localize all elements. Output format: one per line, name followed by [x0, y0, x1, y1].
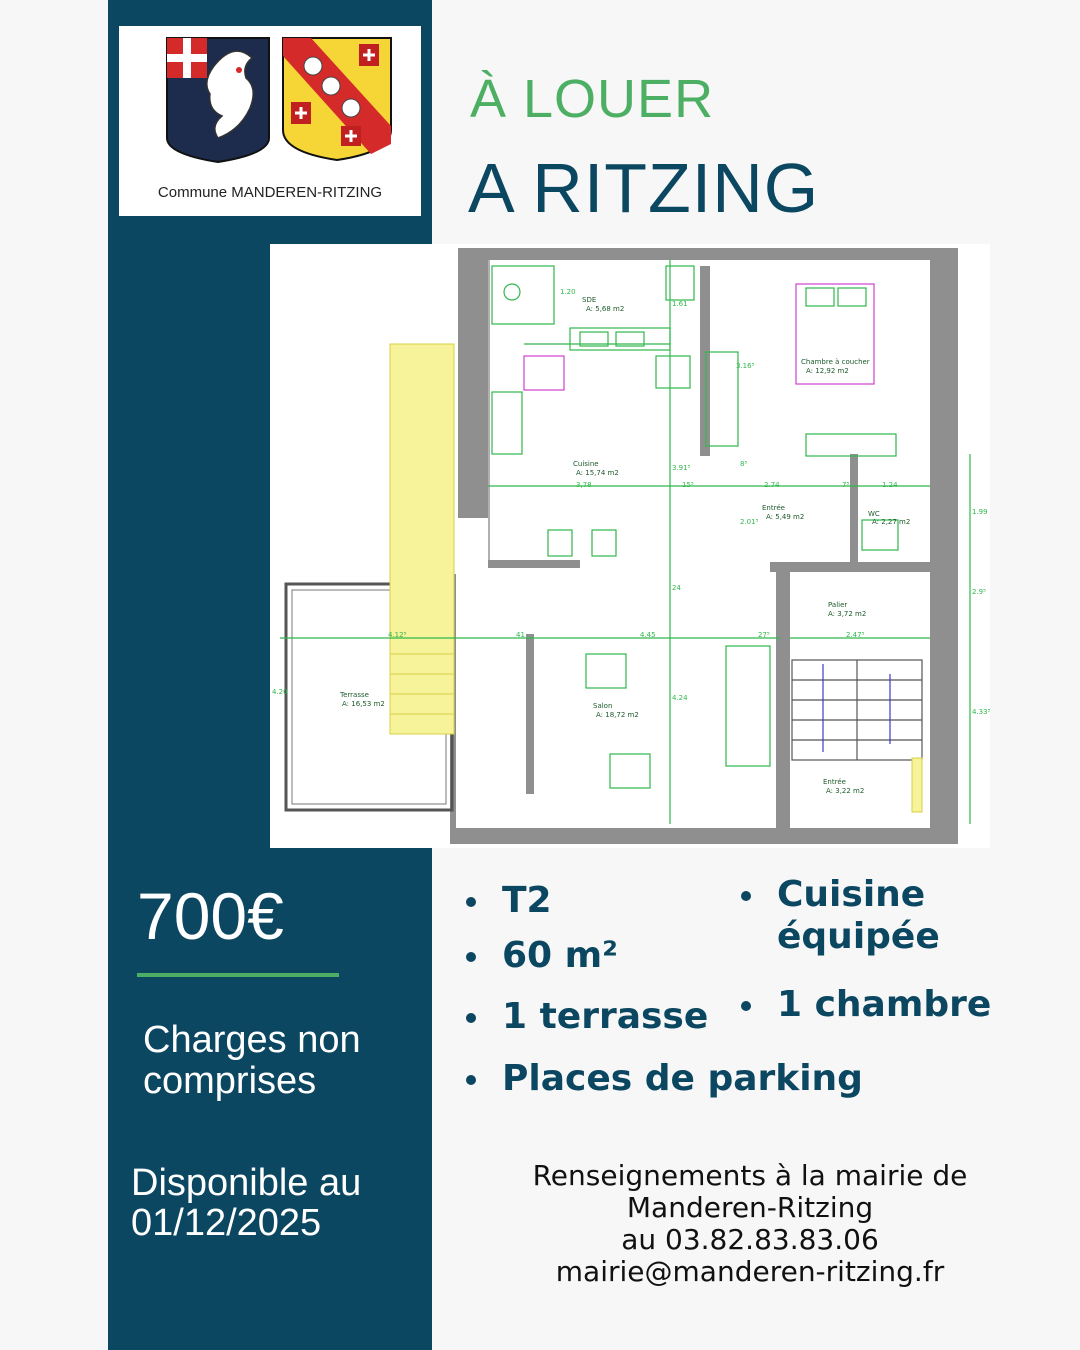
coats-of-arms: [119, 26, 421, 176]
contact-town: Manderen-Ritzing: [626, 1191, 874, 1224]
dimension-label: 27⁵: [758, 631, 770, 639]
feature-bedroom: 1 chambre: [777, 984, 992, 1025]
contact-intro: Renseignements à la mairie de: [532, 1159, 968, 1192]
town-heading: A RITZING: [468, 149, 820, 227]
for-rent-heading: À LOUER: [470, 69, 715, 129]
dimension-label: 2.47⁵: [846, 631, 865, 639]
dimension-label: 3,78: [576, 481, 592, 489]
contact-phone[interactable]: au 03.82.83.83.06: [621, 1223, 879, 1256]
rent-price: 700€: [137, 879, 284, 953]
dimension-label: 4.12⁵: [388, 631, 407, 639]
room-area-landing: A: 3,72 m2: [828, 610, 867, 618]
dimension-label: 4.24: [672, 694, 688, 702]
availability-date: Disponible au 01/12/2025: [131, 1162, 362, 1244]
feature-type: T2: [502, 880, 552, 921]
commune-name: Commune MANDEREN-RITZING: [157, 184, 383, 201]
dimension-labels: [272, 288, 990, 716]
interior-stair: [792, 660, 922, 760]
floor-plan: [270, 244, 990, 848]
room-label-sde: SDE: [582, 296, 597, 304]
dimension-label: 3.16⁵: [736, 362, 755, 370]
dimension-label: 1.99: [972, 508, 988, 516]
room-label-landing: Palier: [828, 601, 848, 609]
room-label-terrace: Terrasse: [340, 691, 369, 699]
room-label-bedroom: Chambre à coucher: [801, 358, 870, 366]
room-area-sde: A: 5,68 m2: [586, 305, 625, 313]
dimension-label: 1.61: [672, 300, 688, 308]
room-label-wc: WC: [868, 510, 880, 518]
room-label-kitchen: Cuisine: [573, 460, 599, 468]
dimension-label: 7⁵: [842, 481, 850, 489]
shells-keys-coat-of-arms-icon: [283, 38, 391, 160]
dimension-label: 2.9⁵: [972, 588, 986, 596]
dimension-label: 2.74: [764, 481, 780, 489]
room-label-entrance-2: Entrée: [823, 778, 846, 786]
room-area-entrance-2: A: 3,22 m2: [826, 787, 865, 795]
room-area-bedroom: A: 12,92 m2: [806, 367, 849, 375]
dimension-label: 1.20: [560, 288, 576, 296]
contact-info: [486, 1160, 1014, 1288]
dimension-label: 41: [516, 631, 525, 639]
charges-note: Charges non comprises: [143, 1019, 361, 1102]
room-label-living: Salon: [593, 702, 613, 710]
room-area-living: A: 18,72 m2: [596, 711, 639, 719]
feature-surface: 60 m²: [502, 935, 618, 976]
feature-parking: Places de parking: [502, 1058, 863, 1099]
dimension-label: 2.01⁵: [740, 518, 759, 526]
room-area-kitchen: A: 15,74 m2: [576, 469, 619, 477]
exterior-stair: [390, 344, 454, 734]
feature-terrace: 1 terrasse: [502, 996, 709, 1037]
dimension-label: 4.20: [272, 688, 288, 696]
contact-email[interactable]: mairie@manderen-ritzing.fr: [555, 1255, 945, 1288]
room-area-terrace: A: 16,53 m2: [342, 700, 385, 708]
lion-coat-of-arms-icon: [167, 38, 269, 162]
room-area-wc: A: 2,27 m2: [872, 518, 911, 526]
dimension-label: 15⁵: [682, 481, 694, 489]
commune-logo: [119, 26, 421, 216]
price-divider: [137, 973, 339, 977]
dimension-label: 1.24: [882, 481, 898, 489]
feature-kitchen: Cuisine équipée: [777, 874, 997, 958]
dimension-label: 4.45: [640, 631, 656, 639]
dimension-label: 24: [672, 584, 681, 592]
room-area-entrance: A: 5,49 m2: [766, 513, 805, 521]
dimension-label: 4.33⁵: [972, 708, 990, 716]
dimension-label: 8⁵: [740, 460, 748, 468]
dimension-label: 3.91⁵: [672, 464, 691, 472]
room-label-entrance: Entrée: [762, 504, 785, 512]
walls: [450, 248, 958, 844]
floor-plan-drawing: [270, 244, 990, 848]
